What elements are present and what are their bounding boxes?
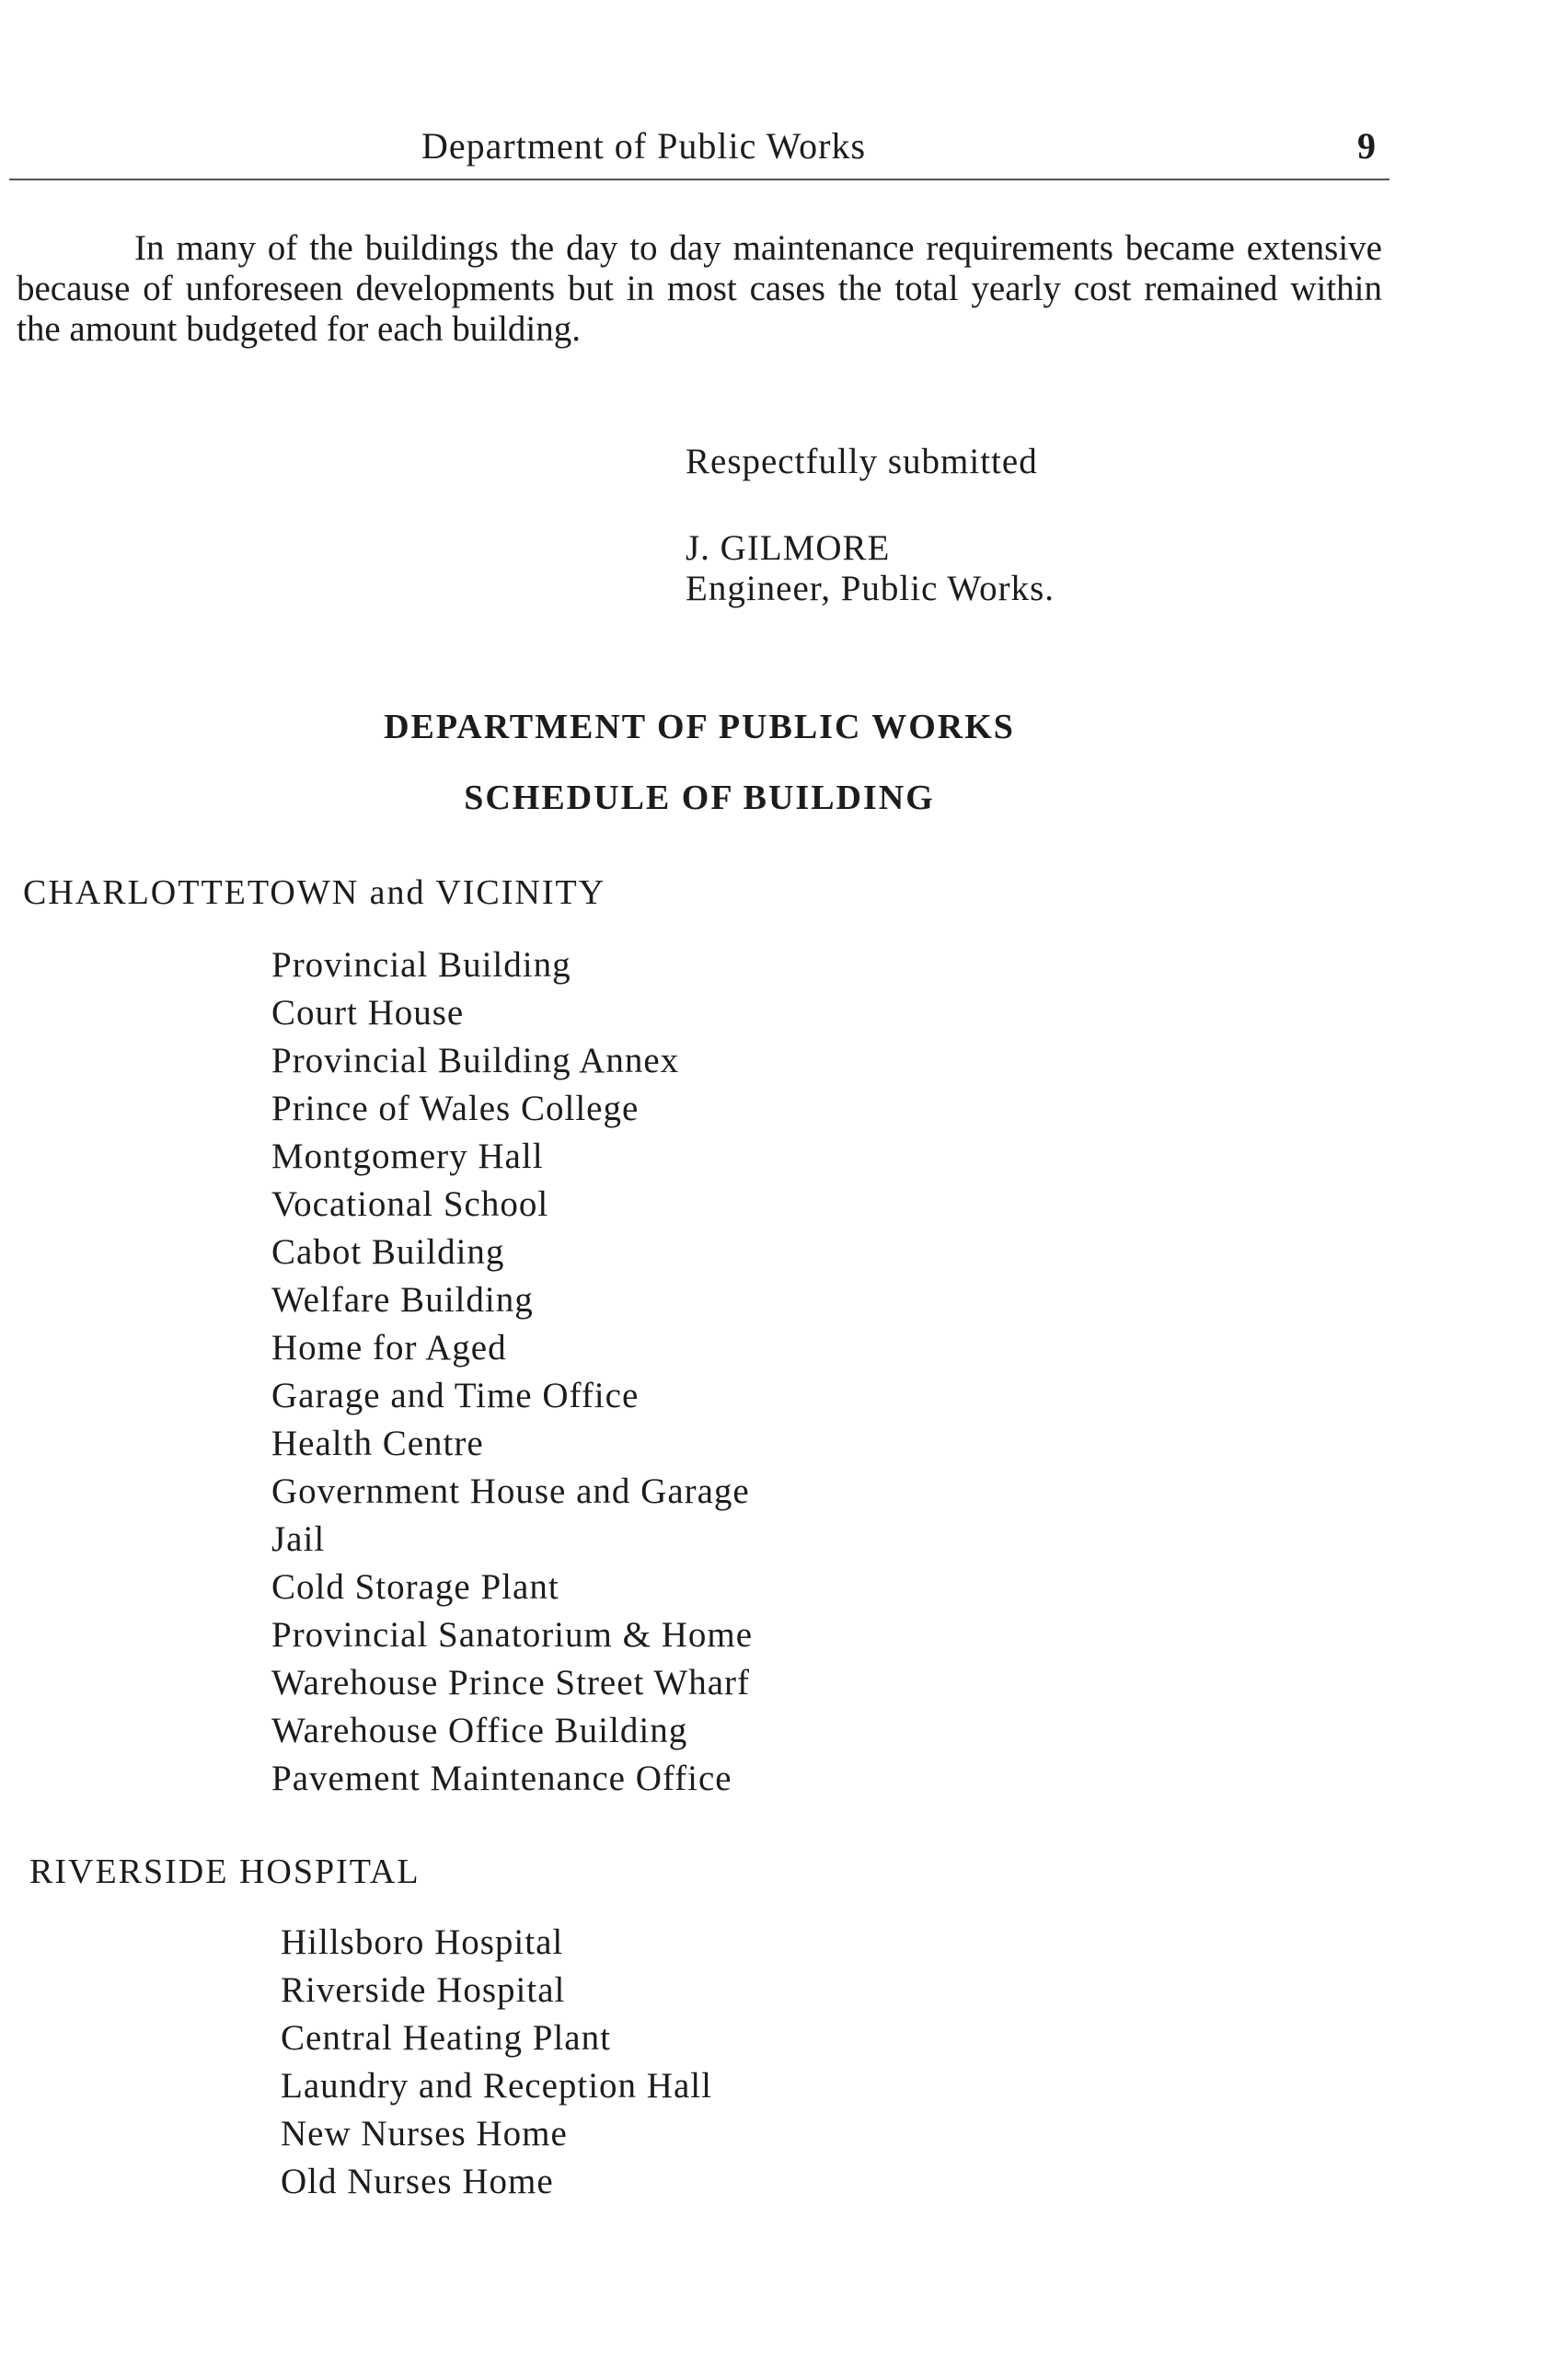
list-item: Home for Aged bbox=[271, 1328, 507, 1368]
list-item: Court House bbox=[271, 993, 465, 1033]
intro-paragraph: In many of the buildings the day to day maintenance requirements became extensive because of unforeseen developments but in most cases the total yearly cost remained within the amount budgeted for each building. bbox=[17, 228, 1382, 349]
list-item: Montgomery Hall bbox=[271, 1137, 544, 1176]
page-number: 9 bbox=[1357, 125, 1376, 167]
list-item: Vocational School bbox=[271, 1184, 549, 1224]
department-title: DEPARTMENT OF PUBLIC WORKS bbox=[384, 708, 1015, 746]
list-item: Provincial Building bbox=[271, 945, 571, 985]
signature-title: Engineer, Public Works. bbox=[686, 569, 1055, 608]
list-item: Pavement Maintenance Office bbox=[271, 1759, 732, 1798]
signature-name: J. GILMORE bbox=[686, 528, 891, 568]
list-item: Jail bbox=[271, 1519, 326, 1559]
page-header bbox=[9, 124, 1389, 181]
header-divider bbox=[9, 179, 1389, 180]
list-item: Warehouse Office Building bbox=[271, 1711, 688, 1750]
running-header-title: Department of Public Works bbox=[421, 125, 867, 167]
list-item: Government House and Garage bbox=[271, 1472, 750, 1511]
group-label-riverside-hospital: RIVERSIDE HOSPITAL bbox=[29, 1852, 421, 1891]
list-item: Central Heating Plant bbox=[281, 2018, 611, 2058]
list-item: Riverside Hospital bbox=[281, 1970, 566, 2010]
list-item: Prince of Wales College bbox=[271, 1089, 640, 1128]
schedule-title: SCHEDULE OF BUILDING bbox=[464, 779, 935, 817]
list-item: Cold Storage Plant bbox=[271, 1567, 559, 1607]
list-item: Welfare Building bbox=[271, 1280, 534, 1320]
list-item: Garage and Time Office bbox=[271, 1376, 640, 1415]
list-item: Hillsboro Hospital bbox=[281, 1922, 564, 1962]
list-item: Health Centre bbox=[271, 1424, 484, 1463]
list-item: Cabot Building bbox=[271, 1232, 505, 1272]
list-item: Old Nurses Home bbox=[281, 2162, 554, 2201]
list-item: Provincial Building Annex bbox=[271, 1041, 680, 1080]
list-item: New Nurses Home bbox=[281, 2114, 568, 2153]
signature-block bbox=[686, 442, 1055, 609]
building-list-charlottetown bbox=[271, 941, 753, 1803]
list-item: Laundry and Reception Hall bbox=[281, 2066, 712, 2106]
list-item: Provincial Sanatorium & Home bbox=[271, 1615, 754, 1655]
list-item: Warehouse Prince Street Wharf bbox=[271, 1663, 751, 1702]
group-label-charlottetown: CHARLOTTETOWN and VICINITY bbox=[23, 873, 606, 912]
building-list-riverside-hospital bbox=[281, 1919, 712, 2206]
signature-closing: Respectfully submitted bbox=[686, 442, 1038, 481]
